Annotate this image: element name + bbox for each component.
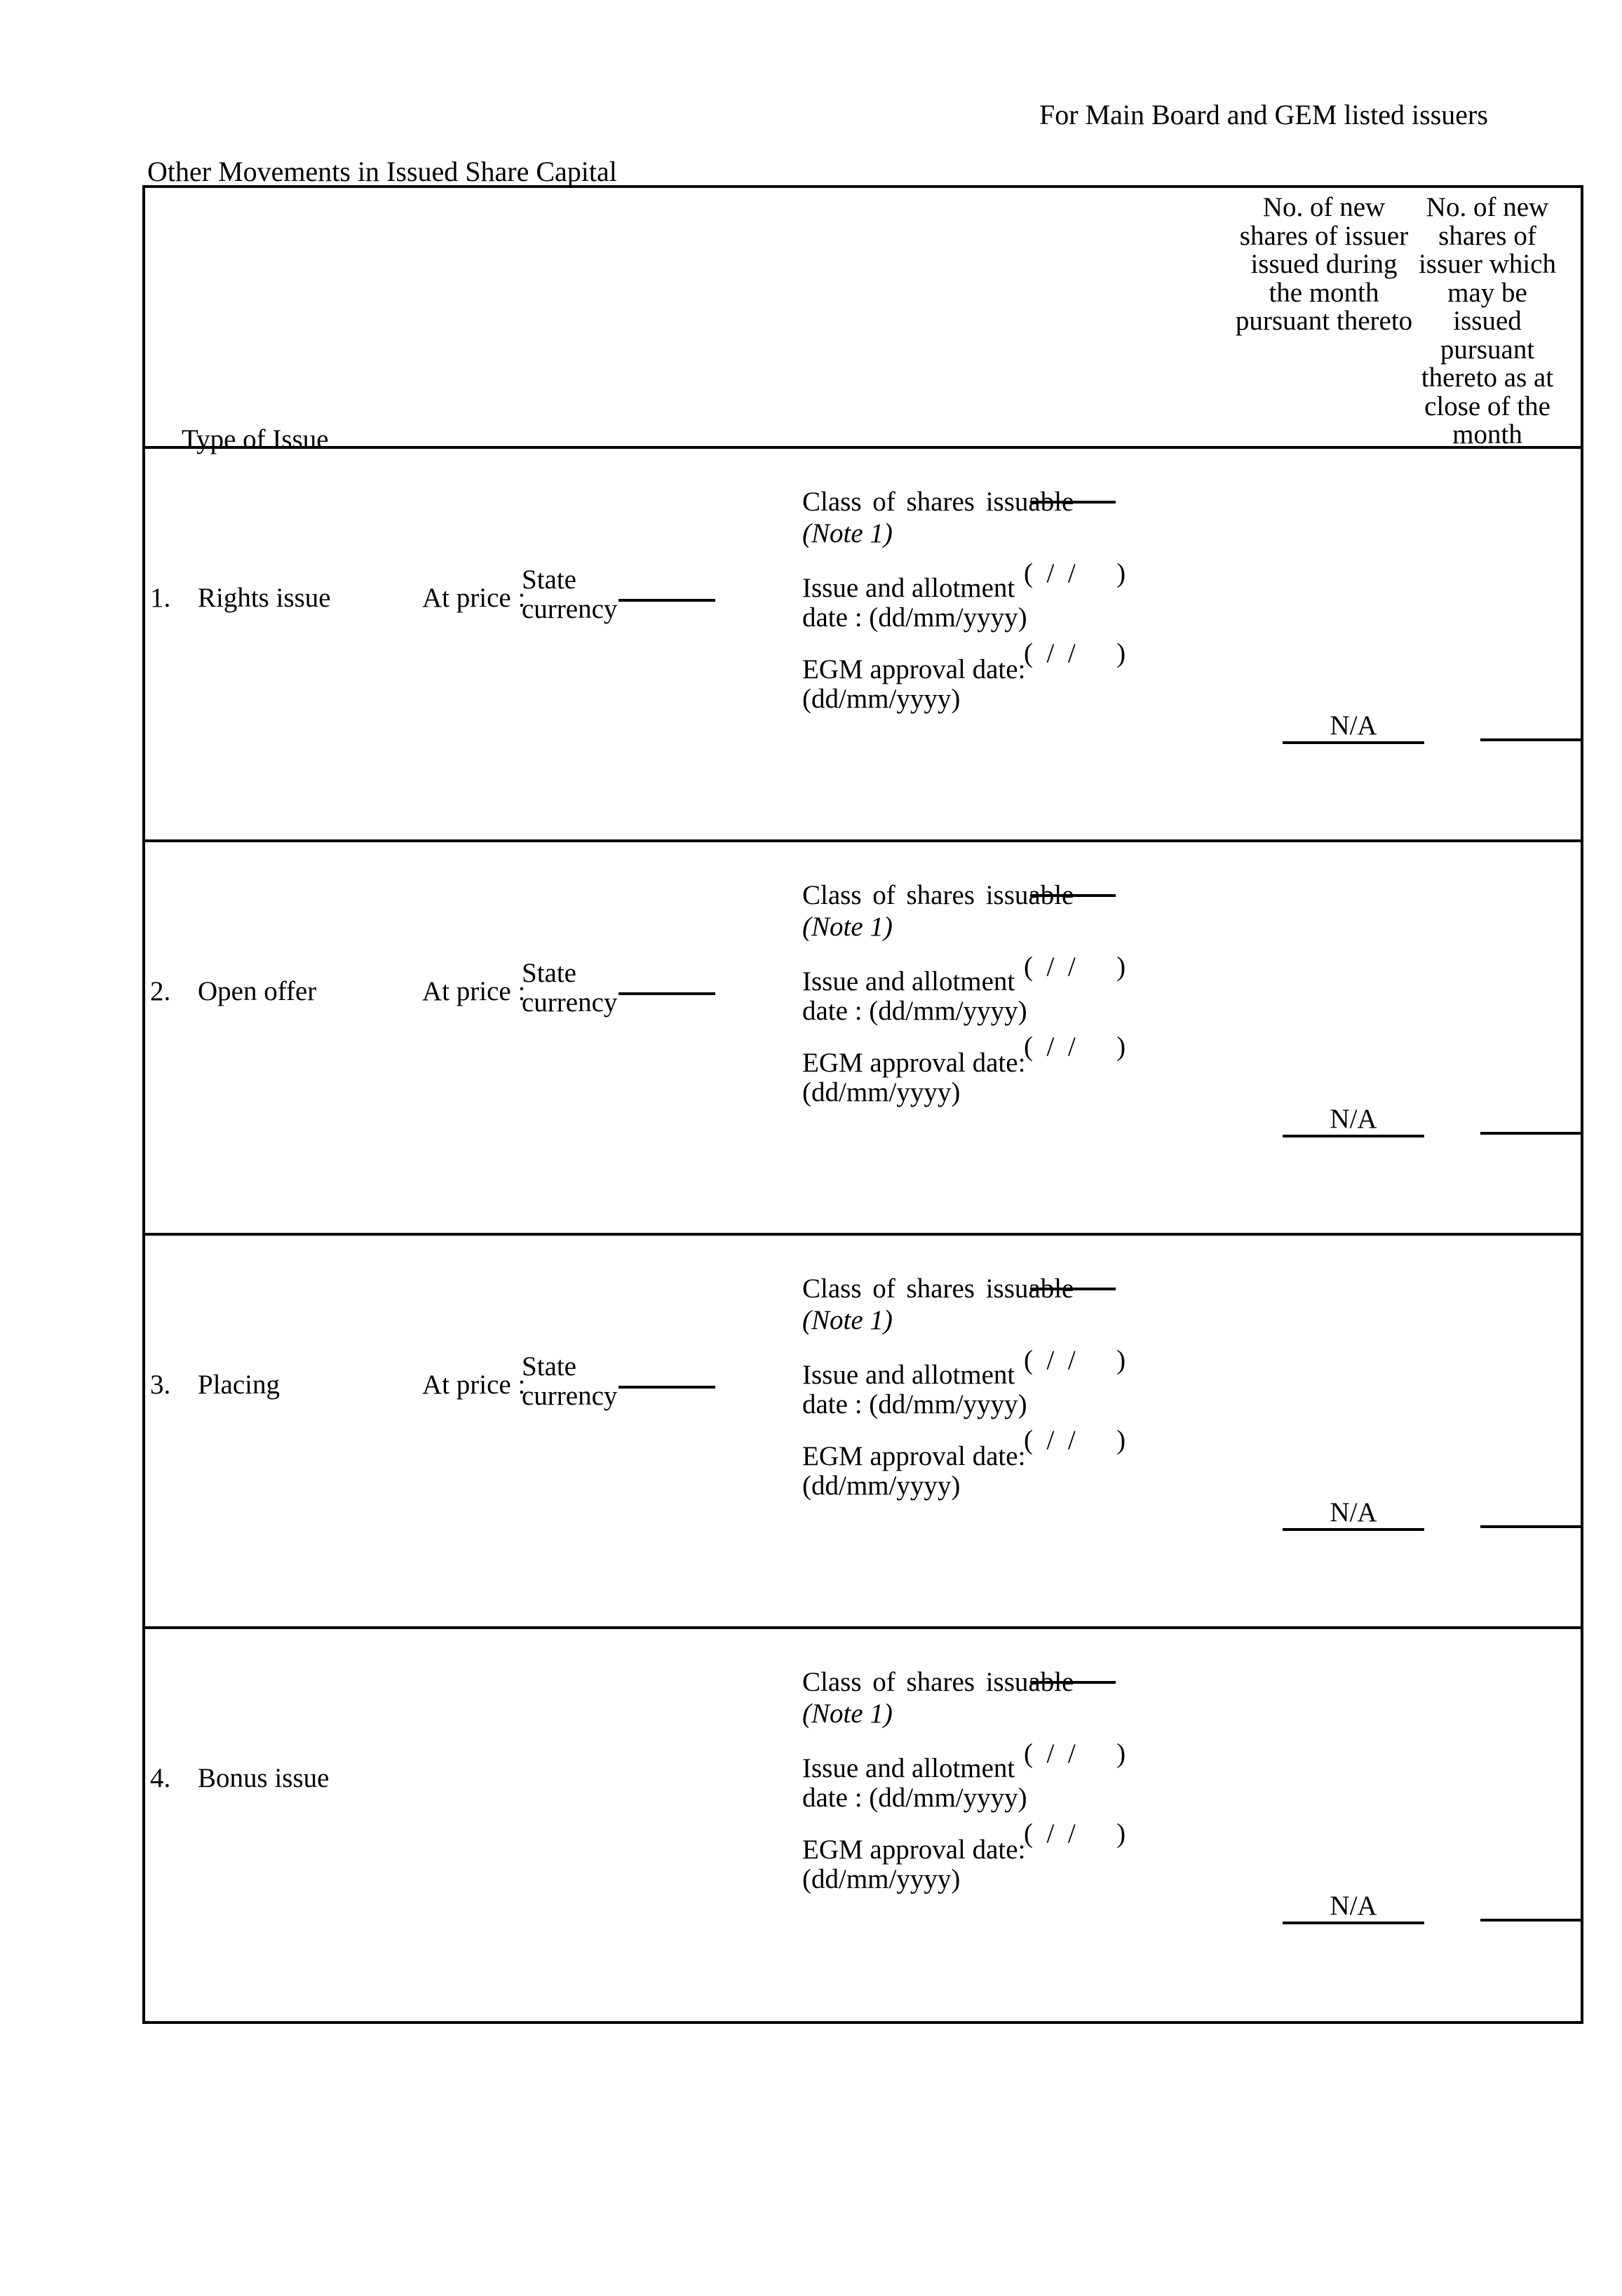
issuable-at-close-fill-line[interactable]: [1480, 1525, 1581, 1528]
issue-allotment-line1: Issue and allotment: [802, 1753, 1015, 1783]
state-currency-line2: currency: [522, 987, 618, 1018]
at-price-label: At price :: [422, 1370, 526, 1400]
note-1-label: (Note 1): [802, 1699, 893, 1729]
issue-allotment-date-label: [802, 967, 1027, 1026]
note-1-label: (Note 1): [802, 912, 893, 942]
egm-line2: (dd/mm/yyyy): [802, 1471, 961, 1501]
egm-line2: (dd/mm/yyyy): [802, 1077, 961, 1108]
issued-during-month-field[interactable]: [1283, 1487, 1424, 1531]
state-currency-line2: currency: [522, 594, 618, 625]
at-price-label: At price :: [422, 583, 526, 613]
issue-date-placeholder[interactable]: ( / / ): [1024, 952, 1126, 982]
item-number: 4.: [150, 1763, 171, 1793]
egm-approval-date-label: [802, 1048, 1025, 1107]
issue-date-placeholder[interactable]: ( / / ): [1024, 1345, 1126, 1375]
note-1-label: (Note 1): [802, 518, 893, 548]
class-of-shares-label: Class of shares issuable: [802, 880, 1074, 910]
na-value: N/A: [1330, 1104, 1377, 1134]
class-of-shares-label: Class of shares issuable: [802, 1274, 1074, 1304]
state-currency-line1: State: [522, 958, 576, 988]
item-label: Placing: [198, 1370, 280, 1400]
state-currency-label: [522, 959, 617, 1018]
state-currency-line1: State: [522, 1351, 576, 1382]
egm-date-placeholder[interactable]: ( / / ): [1024, 1425, 1126, 1455]
item-number: 2.: [150, 976, 171, 1006]
egm-line1: EGM approval date:: [802, 1835, 1026, 1865]
corner-note: For Main Board and GEM listed issuers: [1039, 99, 1488, 130]
issue-allotment-date-label: [802, 574, 1027, 633]
state-currency-line2: currency: [522, 1381, 618, 1412]
na-value: N/A: [1330, 1497, 1377, 1527]
issue-allotment-line2: date : (dd/mm/yyyy): [802, 602, 1027, 633]
class-of-shares-fill-line[interactable]: [1030, 501, 1116, 504]
table-row-bonus-issue: [145, 1629, 1581, 2021]
price-fill-line[interactable]: [619, 992, 715, 995]
table-header: [145, 188, 1581, 454]
na-value: N/A: [1330, 710, 1377, 741]
issuable-at-close-fill-line[interactable]: [1480, 738, 1581, 741]
issue-allotment-line1: Issue and allotment: [802, 1360, 1015, 1390]
issuable-at-close-fill-line[interactable]: [1480, 1919, 1581, 1922]
item-number: 3.: [150, 1370, 171, 1400]
table-row-placing: [145, 1236, 1581, 1629]
issue-allotment-line1: Issue and allotment: [802, 966, 1015, 997]
col-header-issuable-at-close: No. of new shares of issuer which may be issued pursuant thereto as at close of the month: [1418, 192, 1557, 450]
issue-allotment-line1: Issue and allotment: [802, 573, 1015, 603]
state-currency-label: [522, 565, 617, 624]
issue-allotment-line2: date : (dd/mm/yyyy): [802, 996, 1027, 1027]
issue-date-placeholder[interactable]: ( / / ): [1024, 558, 1126, 588]
price-fill-line[interactable]: [619, 599, 715, 602]
issue-allotment-date-label: [802, 1360, 1027, 1419]
issued-during-month-field[interactable]: [1283, 1093, 1424, 1137]
item-label: Rights issue: [198, 583, 331, 613]
price-fill-line[interactable]: [619, 1386, 715, 1389]
class-of-shares-label: Class of shares issuable: [802, 487, 1074, 517]
col-header-issued-during-month: No. of new shares of issuer issued during the month pursuant thereto: [1235, 192, 1413, 337]
egm-date-placeholder[interactable]: ( / / ): [1024, 1032, 1126, 1062]
state-currency-label: [522, 1352, 617, 1411]
issue-allotment-line2: date : (dd/mm/yyyy): [802, 1389, 1027, 1420]
item-label: Bonus issue: [198, 1763, 330, 1793]
egm-line1: EGM approval date:: [802, 1048, 1026, 1078]
issue-allotment-date-label: [802, 1754, 1027, 1813]
issue-date-placeholder[interactable]: ( / / ): [1024, 1738, 1126, 1769]
egm-line2: (dd/mm/yyyy): [802, 1864, 961, 1895]
na-value: N/A: [1330, 1891, 1377, 1921]
share-capital-table: [142, 185, 1583, 2024]
note-1-label: (Note 1): [802, 1305, 893, 1335]
egm-date-placeholder[interactable]: ( / / ): [1024, 1818, 1126, 1849]
egm-line1: EGM approval date:: [802, 654, 1026, 684]
table-row-open-offer: [145, 842, 1581, 1236]
issuable-at-close-fill-line[interactable]: [1480, 1132, 1581, 1135]
egm-line1: EGM approval date:: [802, 1441, 1026, 1471]
table-row-rights-issue: [145, 449, 1581, 842]
issue-allotment-line2: date : (dd/mm/yyyy): [802, 1783, 1027, 1814]
page-title: Other Movements in Issued Share Capital: [147, 156, 617, 187]
class-of-shares-fill-line[interactable]: [1030, 894, 1116, 897]
class-of-shares-label: Class of shares issuable: [802, 1667, 1074, 1697]
egm-approval-date-label: [802, 1442, 1025, 1501]
class-of-shares-fill-line[interactable]: [1030, 1681, 1116, 1684]
egm-date-placeholder[interactable]: ( / / ): [1024, 638, 1126, 668]
at-price-label: At price :: [422, 976, 526, 1006]
issued-during-month-field[interactable]: [1283, 700, 1424, 744]
type-of-issue-header: Type of Issue: [182, 424, 329, 454]
issued-during-month-field[interactable]: [1283, 1880, 1424, 1924]
class-of-shares-fill-line[interactable]: [1030, 1288, 1116, 1290]
item-label: Open offer: [198, 976, 317, 1006]
item-number: 1.: [150, 583, 171, 613]
egm-approval-date-label: [802, 655, 1025, 714]
egm-approval-date-label: [802, 1835, 1025, 1894]
egm-line2: (dd/mm/yyyy): [802, 684, 961, 715]
state-currency-line1: State: [522, 565, 576, 595]
